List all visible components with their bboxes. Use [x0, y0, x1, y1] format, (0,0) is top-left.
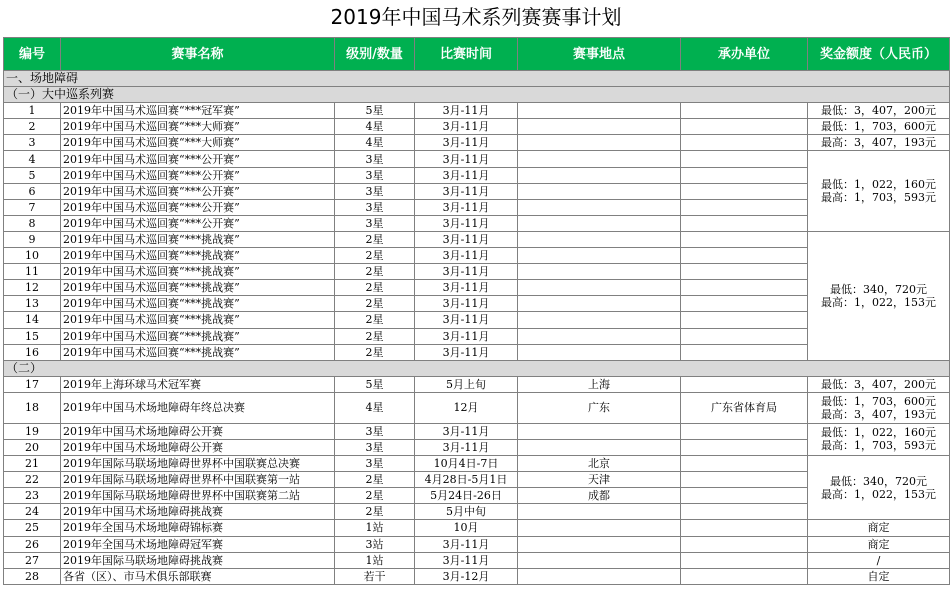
cell-number[interactable]: 23	[4, 488, 61, 504]
cell-organizer[interactable]	[681, 248, 808, 264]
cell-time[interactable]: 3月-11月	[415, 296, 518, 312]
cell-time[interactable]: 3月-11月	[415, 151, 518, 167]
cell-level[interactable]: 3站	[335, 536, 415, 552]
cell-event-name[interactable]: 2019年中国马术场地障碍公开赛	[61, 423, 335, 439]
cell-prize-merged[interactable]	[808, 151, 950, 231]
cell-place[interactable]	[518, 568, 681, 584]
cell-organizer[interactable]	[681, 423, 808, 439]
cell-level[interactable]: 3星	[335, 215, 415, 231]
cell-event-name[interactable]: 2019年中国马术巡回赛“***公开赛”	[61, 183, 335, 199]
cell-number[interactable]: 27	[4, 552, 61, 568]
cell-event-name[interactable]: 2019年中国马术巡回赛“***挑战赛”	[61, 296, 335, 312]
cell-level[interactable]: 1站	[335, 552, 415, 568]
cell-place[interactable]	[518, 328, 681, 344]
cell-event-name[interactable]: 2019年全国马术场地障碍冠军赛	[61, 536, 335, 552]
cell-time[interactable]: 3月-11月	[415, 536, 518, 552]
table-row	[4, 568, 950, 584]
cell-time[interactable]: 3月-11月	[415, 183, 518, 199]
prize-high: 最高：1，022，153元	[821, 295, 936, 309]
cell-time[interactable]: 5月24日-26日	[415, 488, 518, 504]
cell-level[interactable]: 若干	[335, 568, 415, 584]
cell-level[interactable]: 3星	[335, 423, 415, 439]
subsection-row-tour-series	[4, 87, 950, 103]
prize-low: 最低：1，022，160元	[821, 178, 936, 192]
cell-prize[interactable]: 商定	[808, 520, 950, 536]
cell-prize-merged[interactable]	[808, 456, 950, 520]
cell-level[interactable]: 2星	[335, 328, 415, 344]
cell-event-name[interactable]: 2019年中国马术巡回赛“***挑战赛”	[61, 248, 335, 264]
cell-number[interactable]: 15	[4, 328, 61, 344]
cell-organizer[interactable]	[681, 344, 808, 360]
cell-time[interactable]: 3月-11月	[415, 423, 518, 439]
cell-place[interactable]	[518, 103, 681, 119]
cell-number[interactable]: 18	[4, 392, 61, 423]
cell-organizer[interactable]	[681, 296, 808, 312]
cell-level[interactable]: 2星	[335, 264, 415, 280]
cell-event-name[interactable]: 2019年中国马术巡回赛“***公开赛”	[61, 167, 335, 183]
cell-number[interactable]: 3	[4, 135, 61, 151]
table-row	[4, 536, 950, 552]
cell-place[interactable]	[518, 167, 681, 183]
cell-organizer[interactable]	[681, 231, 808, 247]
cell-event-name[interactable]: 2019年国际马联场地障碍世界杯中国联赛总决赛	[61, 456, 335, 472]
table-row	[4, 231, 950, 247]
cell-organizer[interactable]	[681, 264, 808, 280]
cell-place[interactable]	[518, 439, 681, 455]
cell-number[interactable]: 5	[4, 167, 61, 183]
cell-prize-merged[interactable]	[808, 423, 950, 455]
cell-prize-merged[interactable]	[808, 392, 950, 423]
cell-time[interactable]: 3月-11月	[415, 328, 518, 344]
cell-prize[interactable]: 最低：1，703，600元	[808, 119, 950, 135]
cell-place[interactable]	[518, 151, 681, 167]
table-row	[4, 520, 950, 536]
cell-event-name[interactable]: 2019年国际马联场地障碍挑战赛	[61, 552, 335, 568]
col-header-organizer[interactable]: 承办单位	[681, 38, 808, 71]
cell-event-name[interactable]: 2019年中国马术巡回赛“***挑战赛”	[61, 312, 335, 328]
cell-event-name[interactable]: 2019年全国马术场地障碍锦标赛	[61, 520, 335, 536]
prize-high: 最高：3，407，193元	[821, 407, 936, 421]
cell-place[interactable]	[518, 231, 681, 247]
cell-place[interactable]	[518, 264, 681, 280]
cell-time[interactable]: 5月中旬	[415, 504, 518, 520]
cell-level[interactable]: 3星	[335, 199, 415, 215]
cell-time[interactable]: 3月-11月	[415, 103, 518, 119]
subsection-row-other	[4, 360, 950, 376]
cell-place[interactable]	[518, 135, 681, 151]
cell-time[interactable]: 12月	[415, 392, 518, 423]
cell-event-name[interactable]: 2019年中国马术巡回赛“***公开赛”	[61, 215, 335, 231]
prize-high: 最高：1，703，593元	[821, 191, 936, 205]
cell-organizer[interactable]	[681, 568, 808, 584]
cell-number[interactable]: 11	[4, 264, 61, 280]
cell-event-name[interactable]: 2019年中国马术巡回赛“***挑战赛”	[61, 231, 335, 247]
table-row	[4, 119, 950, 135]
cell-level[interactable]: 2星	[335, 231, 415, 247]
cell-organizer[interactable]	[681, 103, 808, 119]
cell-number[interactable]: 24	[4, 504, 61, 520]
cell-level[interactable]: 2星	[335, 248, 415, 264]
table-row	[4, 456, 950, 472]
cell-event-name[interactable]: 2019年中国马术巡回赛“***挑战赛”	[61, 328, 335, 344]
cell-time[interactable]: 3月-11月	[415, 119, 518, 135]
cell-number[interactable]: 7	[4, 199, 61, 215]
cell-time[interactable]: 3月-11月	[415, 439, 518, 455]
prize-low: 最低：340，720元	[830, 282, 927, 296]
cell-number[interactable]: 2	[4, 119, 61, 135]
cell-time[interactable]: 3月-11月	[415, 312, 518, 328]
cell-event-name[interactable]: 各省（区）、市马术俱乐部联赛	[61, 568, 335, 584]
cell-place[interactable]	[518, 423, 681, 439]
cell-level[interactable]: 2星	[335, 296, 415, 312]
cell-time[interactable]: 3月-11月	[415, 135, 518, 151]
cell-number[interactable]: 8	[4, 215, 61, 231]
cell-organizer[interactable]	[681, 167, 808, 183]
cell-event-name[interactable]: 2019年中国马术巡回赛“***挑战赛”	[61, 264, 335, 280]
cell-place[interactable]	[518, 248, 681, 264]
cell-level[interactable]: 4星	[335, 392, 415, 423]
cell-level[interactable]: 3星	[335, 151, 415, 167]
cell-number[interactable]: 21	[4, 456, 61, 472]
cell-number[interactable]: 26	[4, 536, 61, 552]
cell-number[interactable]: 28	[4, 568, 61, 584]
cell-event-name[interactable]: 2019年中国马术场地障碍挑战赛	[61, 504, 335, 520]
cell-level[interactable]: 3星	[335, 183, 415, 199]
cell-place[interactable]	[518, 536, 681, 552]
table-row	[4, 376, 950, 392]
cell-level[interactable]: 5星	[335, 103, 415, 119]
cell-number[interactable]: 12	[4, 280, 61, 296]
cell-level[interactable]: 2星	[335, 312, 415, 328]
cell-time[interactable]: 4月28日-5月1日	[415, 472, 518, 488]
cell-event-name[interactable]: 2019年国际马联场地障碍世界杯中国联赛第二站	[61, 488, 335, 504]
cell-organizer[interactable]	[681, 520, 808, 536]
cell-time[interactable]: 3月-11月	[415, 167, 518, 183]
cell-prize[interactable]: 商定	[808, 536, 950, 552]
cell-level[interactable]: 2星	[335, 488, 415, 504]
cell-place[interactable]	[518, 199, 681, 215]
cell-number[interactable]: 20	[4, 439, 61, 455]
table-row	[4, 423, 950, 439]
cell-time[interactable]: 10月4日-7日	[415, 456, 518, 472]
cell-organizer[interactable]	[681, 488, 808, 504]
cell-level[interactable]: 2星	[335, 504, 415, 520]
cell-number[interactable]: 22	[4, 472, 61, 488]
cell-organizer[interactable]	[681, 215, 808, 231]
prize-high: 最高：1，022，153元	[821, 487, 936, 501]
cell-level[interactable]: 2星	[335, 344, 415, 360]
cell-event-name[interactable]: 2019年中国马术巡回赛“***挑战赛”	[61, 344, 335, 360]
cell-prize[interactable]: 最低：3，407，200元	[808, 376, 950, 392]
cell-time[interactable]: 3月-11月	[415, 199, 518, 215]
prize-low: 最低：340，720元	[830, 474, 927, 488]
cell-event-name[interactable]: 2019年中国马术巡回赛“***大师赛”	[61, 135, 335, 151]
header-row	[4, 38, 950, 71]
cell-place[interactable]: 广东	[518, 392, 681, 423]
table-row	[4, 103, 950, 119]
prize-low: 最低：1，703，600元	[821, 394, 936, 408]
col-header-prize[interactable]: 奖金额度（人民币）	[808, 38, 950, 71]
cell-prize[interactable]: 最高：3，407，193元	[808, 135, 950, 151]
cell-time[interactable]: 5月上旬	[415, 376, 518, 392]
cell-time[interactable]: 3月-11月	[415, 552, 518, 568]
cell-number[interactable]: 25	[4, 520, 61, 536]
cell-place[interactable]	[518, 296, 681, 312]
cell-number[interactable]: 16	[4, 344, 61, 360]
col-header-time[interactable]: 比赛时间	[415, 38, 518, 71]
col-header-number[interactable]: 编号	[4, 38, 61, 71]
subsection-label[interactable]: （二）	[4, 360, 950, 376]
table-row	[4, 151, 950, 167]
cell-number[interactable]: 14	[4, 312, 61, 328]
cell-time[interactable]: 3月-12月	[415, 568, 518, 584]
cell-event-name[interactable]: 2019年国际马联场地障碍世界杯中国联赛第一站	[61, 472, 335, 488]
table-row	[4, 552, 950, 568]
cell-place[interactable]	[518, 344, 681, 360]
cell-level[interactable]: 2星	[335, 280, 415, 296]
cell-prize[interactable]: /	[808, 552, 950, 568]
cell-organizer[interactable]: 广东省体育局	[681, 392, 808, 423]
cell-time[interactable]: 3月-11月	[415, 231, 518, 247]
cell-place[interactable]: 北京	[518, 456, 681, 472]
cell-time[interactable]: 3月-11月	[415, 215, 518, 231]
cell-organizer[interactable]	[681, 199, 808, 215]
cell-organizer[interactable]	[681, 119, 808, 135]
cell-time[interactable]: 10月	[415, 520, 518, 536]
cell-organizer[interactable]	[681, 552, 808, 568]
cell-place[interactable]: 上海	[518, 376, 681, 392]
table-row	[4, 135, 950, 151]
cell-level[interactable]: 3星	[335, 439, 415, 455]
cell-number[interactable]: 6	[4, 183, 61, 199]
cell-number[interactable]: 4	[4, 151, 61, 167]
cell-event-name[interactable]: 2019年中国马术场地障碍公开赛	[61, 439, 335, 455]
page-title: 2019年中国马术系列赛赛事计划	[330, 5, 622, 29]
cell-place[interactable]	[518, 183, 681, 199]
cell-place[interactable]	[518, 312, 681, 328]
cell-number[interactable]: 13	[4, 296, 61, 312]
cell-event-name[interactable]: 2019年中国马术巡回赛“***大师赛”	[61, 119, 335, 135]
section-label[interactable]: 一、场地障碍	[4, 71, 950, 87]
cell-organizer[interactable]	[681, 183, 808, 199]
cell-time[interactable]: 3月-11月	[415, 280, 518, 296]
subsection-label[interactable]: （一）大中巡系列赛	[4, 87, 950, 103]
prize-high: 最高：1，703，593元	[821, 439, 936, 453]
cell-event-name[interactable]: 2019年中国马术巡回赛“***公开赛”	[61, 151, 335, 167]
cell-level[interactable]: 3星	[335, 456, 415, 472]
cell-place[interactable]	[518, 504, 681, 520]
cell-time[interactable]: 3月-11月	[415, 248, 518, 264]
cell-place[interactable]	[518, 215, 681, 231]
cell-number[interactable]: 10	[4, 248, 61, 264]
cell-organizer[interactable]	[681, 151, 808, 167]
cell-organizer[interactable]	[681, 135, 808, 151]
cell-level[interactable]: 2星	[335, 472, 415, 488]
cell-prize-merged[interactable]	[808, 231, 950, 360]
cell-organizer[interactable]	[681, 536, 808, 552]
cell-organizer[interactable]	[681, 328, 808, 344]
cell-number[interactable]: 17	[4, 376, 61, 392]
col-header-event-name[interactable]: 赛事名称	[61, 38, 335, 71]
cell-event-name[interactable]: 2019年中国马术巡回赛“***公开赛”	[61, 199, 335, 215]
cell-event-name[interactable]: 2019年中国马术场地障碍年终总决赛	[61, 392, 335, 423]
cell-place[interactable]	[518, 552, 681, 568]
prize-low: 最低：1，022，160元	[821, 426, 936, 440]
cell-prize[interactable]: 自定	[808, 568, 950, 584]
cell-level[interactable]: 4星	[335, 135, 415, 151]
cell-place[interactable]	[518, 119, 681, 135]
cell-time[interactable]: 3月-11月	[415, 264, 518, 280]
cell-place[interactable]	[518, 280, 681, 296]
cell-level[interactable]: 4星	[335, 119, 415, 135]
cell-event-name[interactable]: 2019年中国马术巡回赛“***挑战赛”	[61, 280, 335, 296]
cell-place[interactable]: 天津	[518, 472, 681, 488]
cell-organizer[interactable]	[681, 280, 808, 296]
col-header-level[interactable]: 级别/数量	[335, 38, 415, 71]
cell-prize[interactable]: 最低：3，407，200元	[808, 103, 950, 119]
cell-number[interactable]: 9	[4, 231, 61, 247]
cell-organizer[interactable]	[681, 472, 808, 488]
cell-organizer[interactable]	[681, 439, 808, 455]
cell-event-name[interactable]: 2019年中国马术巡回赛“***冠军赛”	[61, 103, 335, 119]
table-row	[4, 392, 950, 423]
cell-place[interactable]: 成都	[518, 488, 681, 504]
cell-number[interactable]: 19	[4, 423, 61, 439]
cell-organizer[interactable]	[681, 312, 808, 328]
cell-place[interactable]	[518, 520, 681, 536]
cell-level[interactable]: 5星	[335, 376, 415, 392]
cell-organizer[interactable]	[681, 376, 808, 392]
cell-number[interactable]: 1	[4, 103, 61, 119]
cell-organizer[interactable]	[681, 456, 808, 472]
cell-level[interactable]: 3星	[335, 167, 415, 183]
cell-organizer[interactable]	[681, 504, 808, 520]
cell-time[interactable]: 3月-11月	[415, 344, 518, 360]
cell-level[interactable]: 1站	[335, 520, 415, 536]
event-schedule-table	[3, 37, 950, 585]
cell-event-name[interactable]: 2019年上海环球马术冠军赛	[61, 376, 335, 392]
col-header-place[interactable]: 赛事地点	[518, 38, 681, 71]
section-row-show-jumping	[4, 71, 950, 87]
